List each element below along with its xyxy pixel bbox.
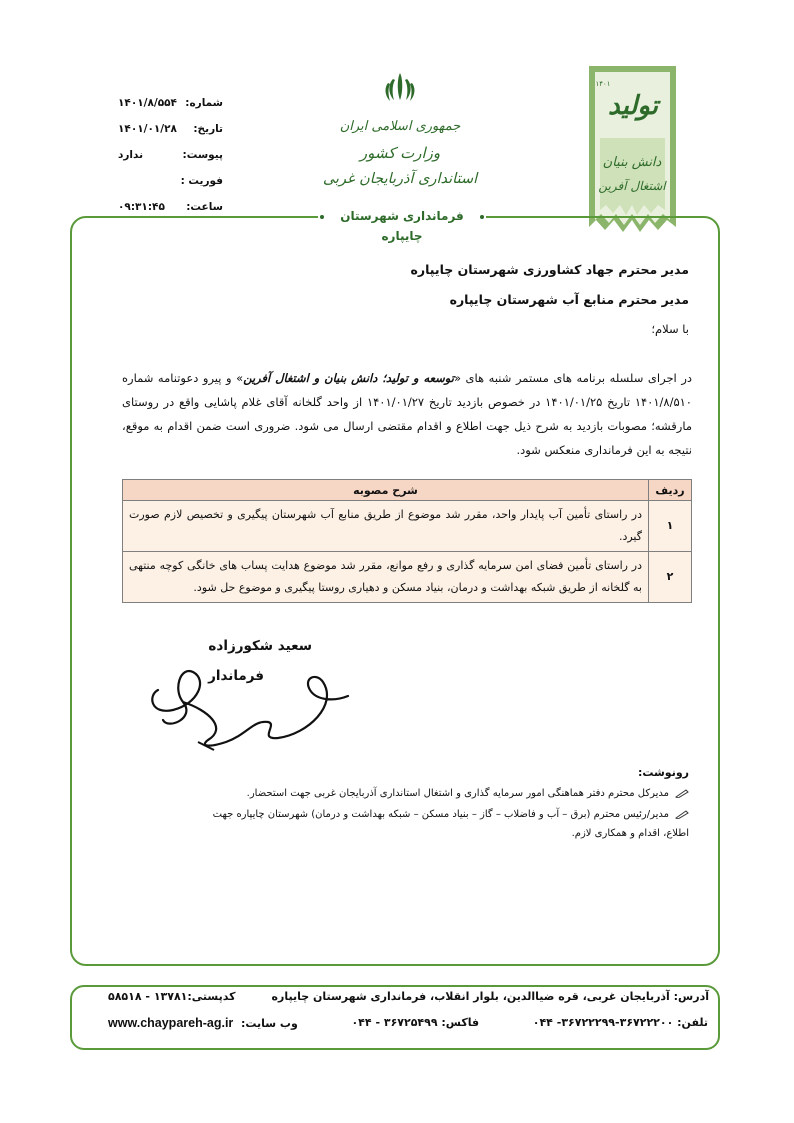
badge-slogan-sub2: اشتغال آفرین [598,179,666,193]
iran-emblem-icon [382,70,418,106]
table-cell-num: ۱ [649,501,692,552]
footer-website-link[interactable]: www.chaypareh-ag.ir [108,1016,234,1030]
footer-fax: فاکس: ۳۶۷۲۵۴۹۹ - ۰۴۴ [351,1016,480,1029]
pen-icon [675,788,689,798]
footer-phone: تلفن: ۳۶۷۲۲۲۰۰-۳۶۷۲۲۲۹۹- ۰۴۴ [532,1016,708,1029]
pen-icon [675,809,689,819]
meta-date [118,116,223,142]
recipient-water: مدیر محترم منابع آب شهرستان چایپاره [449,292,689,307]
table-header-desc: شرح مصوبه [123,480,649,501]
meta-urgency-label: فوریت : [180,175,223,187]
greeting: با سلام؛ [651,322,689,336]
signatory-title: فرماندار [208,668,264,684]
footer-postal-code: کدپستی:۱۳۷۸۱ - ۵۸۵۱۸ [108,990,236,1003]
footer-address: آدرس: آذربایجان غربی، قره ضیاالدین، بلوار انقلاب، فرمانداری شهرستان چایپاره [271,990,709,1003]
table-cell-desc: در راستای تأمین فضای امن سرمایه گذاری و رفع موانع، مقرر شد موضوع هدایت پساب های خانگی کوچه منتهی به گلخانه از طریق شبکه بهداشت و درمان، بنیاد مسکن و دهیاری روستا پیگیری و موضوع حل شود. [123,552,649,603]
meta-time-label: ساعت: [186,201,223,213]
badge-slogan-main: تولید [607,91,659,121]
table-cell-desc: در راستای تأمین آب پایدار واحد، مقرر شد موضوع از طریق منابع آب شهرستان پیگیری و تخصیص لازم صورت گیرد. [123,501,649,552]
footer-website-block [108,1016,298,1030]
copy-item-text: مدیر/رئیس محترم (برق – آب و فاضلاب – گاز – بنیاد مسکن – شبکه بهداشت و درمان) شهرستان چایپاره جهت اطلاع، اقدام و همکاری لازم. [212,809,689,839]
letter-body-intro: در اجرای سلسله برنامه های مستمر شنبه های « [453,371,692,385]
meta-number [118,90,223,116]
meta-number-value: ۱۴۰۱/۸/۵۵۴ [118,97,177,109]
office-title: فرمانداری شهرستان چایپاره [318,206,486,226]
copy-item [184,784,689,803]
badge-slogan-year: ۱۴۰۱ [595,80,611,88]
table-row [123,552,692,603]
table-header-num: ردیف [649,480,692,501]
copies-title: رونوشت: [637,766,689,779]
meta-time-value: ۰۹:۳۱:۴۵ [118,201,165,213]
meta-urgency [118,168,223,194]
header-line-republic: جمهوری اسلامی ایران [339,119,461,134]
letter-body [122,366,692,462]
table-row [123,501,692,552]
signatory-name: سعید شکورزاده [208,638,312,654]
recipient-agriculture: مدیر محترم جهاد کشاورزی شهرستان چایپاره [410,262,689,277]
letter-meta [118,90,223,220]
header-line-ministry: وزارت کشور [359,144,441,162]
meta-date-label: تاریخ: [193,123,223,135]
meta-attachment [118,142,223,168]
letter-body-slogan: توسعه و تولید؛ دانش بنیان و اشتغال آفرین [243,371,454,385]
copy-item-text: مدیرکل محترم دفتر هماهنگی امور سرمایه گذاری و اشتغال استانداری آذربایجان غربی جهت استحضار. [246,788,669,799]
copy-item [184,805,689,843]
meta-attachment-label: پیوست: [182,149,223,161]
table-cell-num: ۲ [649,552,692,603]
footer-website-label: وب سایت: [240,1017,298,1030]
handwritten-signature [138,660,368,755]
meta-number-label: شماره: [185,97,223,109]
resolutions-table [122,479,692,603]
meta-attachment-value: ندارد [118,149,144,161]
header-line-governorate: استانداری آذربایجان غربی [322,171,478,187]
footer-contact-row [108,1016,708,1030]
ministry-header [315,70,485,192]
letter-body-main: » و پیرو دعوتنامه شماره ۱۴۰۱/۸/۵۱۰ تاریخ ۱۴۰۱/۰۱/۲۵ در خصوص بازدید تاریخ ۱۴۰۱/۰۱/۲۷ از واحد گلخانه آقای غلام پاشایی واقع در روستای مارقشه؛ مصوبات بازدید به شرح ذیل جهت اطلاع و اقدام مقتضی ارسال می شود. ضروری است ضمن اقدام به موقع، نتیجه به این فرمانداری منعکس شود. [122,371,692,457]
badge-slogan-sub1: دانش بنیان [602,155,662,170]
table-header-row [123,480,692,501]
meta-date-value: ۱۴۰۱/۰۱/۲۸ [118,123,177,135]
